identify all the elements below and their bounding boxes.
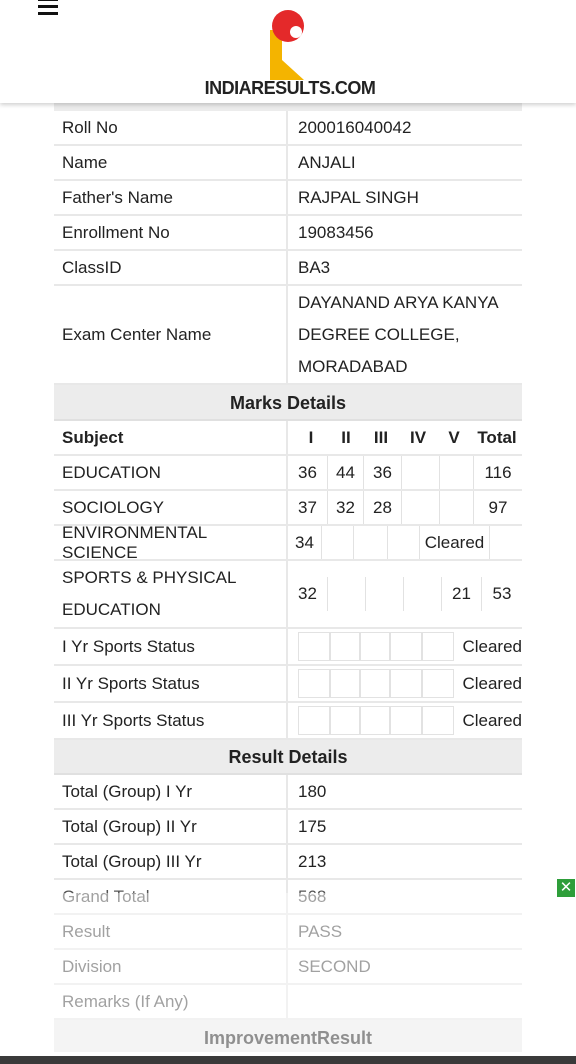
marks-cell (402, 456, 440, 489)
marks-subject: ENVIRONMENTAL SCIENCE (54, 526, 288, 559)
marks-cell: 36 (364, 456, 402, 489)
status-cell (390, 632, 422, 661)
marks-cell: 21 (442, 577, 482, 611)
result-value: 180 (298, 781, 327, 801)
sports-status-row-ii (54, 666, 522, 703)
info-row-classid (54, 251, 522, 286)
card-top-strip (54, 103, 522, 111)
status-cell (330, 632, 360, 661)
info-label: Roll No (54, 111, 288, 144)
status-cell (390, 706, 422, 735)
status-cell (360, 669, 390, 698)
status-cell (298, 632, 330, 661)
status-cell (360, 706, 390, 735)
status-cell (422, 706, 454, 735)
info-label: ClassID (54, 251, 288, 284)
marks-cell (322, 526, 354, 559)
marks-subject: SOCIOLOGY (54, 491, 288, 524)
info-row-roll-no (54, 111, 522, 146)
result-row-result (54, 915, 522, 950)
marks-subject: EDUCATION (54, 456, 288, 489)
marks-cell: 44 (328, 456, 364, 489)
bottom-bar (0, 1056, 576, 1064)
logo-icon[interactable] (268, 10, 308, 80)
marks-cell: 34 (288, 526, 322, 559)
sports-status-value: Cleared (462, 710, 522, 730)
result-value (288, 985, 522, 1018)
menu-icon[interactable] (38, 0, 58, 16)
marks-subject (54, 561, 288, 627)
result-row-total-i (54, 775, 522, 810)
result-label: Total (Group) I Yr (54, 775, 288, 808)
result-label: Division (54, 950, 288, 983)
result-label: Remarks (If Any) (54, 985, 288, 1018)
result-details-heading: Result Details (54, 740, 522, 775)
info-label: Enrollment No (54, 216, 288, 249)
marks-header-subject: Subject (54, 421, 288, 454)
marks-cell (490, 526, 522, 559)
info-value: 200016040042 (298, 117, 412, 137)
marks-cell: 28 (364, 491, 402, 524)
info-row-exam-center (54, 286, 522, 385)
result-value: 175 (298, 816, 327, 836)
marks-header-ii: II (341, 427, 351, 447)
marks-header-row (54, 421, 522, 456)
result-value: 213 (298, 851, 327, 871)
sports-status-label: I Yr Sports Status (54, 629, 288, 664)
info-label: Name (54, 146, 288, 179)
info-label: Father's Name (54, 181, 288, 214)
status-cell (422, 669, 454, 698)
info-label: Exam Center Name (54, 286, 288, 383)
sports-status-value: Cleared (462, 636, 522, 656)
marks-cell (366, 577, 404, 611)
status-cell (422, 632, 454, 661)
info-value: 19083456 (298, 222, 374, 242)
result-value: SECOND (298, 956, 371, 976)
sports-status-label: II Yr Sports Status (54, 666, 288, 701)
result-row-remarks (54, 985, 522, 1020)
marks-cell (354, 526, 388, 559)
info-value: BA3 (298, 257, 331, 277)
result-row-total-iii (54, 845, 522, 880)
status-cell (330, 669, 360, 698)
status-cell (360, 632, 390, 661)
marks-total: 97 (488, 497, 508, 517)
exam-center-line: DAYANAND ARYA KANYA (298, 293, 499, 312)
exam-center-line: DEGREE COLLEGE, (298, 325, 460, 344)
info-value: RAJPAL SINGH (298, 187, 419, 207)
info-row-enrollment-no (54, 216, 522, 251)
marks-details-heading: Marks Details (54, 385, 522, 421)
marks-cell: 32 (288, 577, 328, 611)
site-header (0, 0, 576, 103)
result-value: PASS (298, 921, 343, 941)
marks-cell: 36 (288, 456, 328, 489)
marks-cell: 37 (288, 491, 328, 524)
marks-cell (388, 526, 420, 559)
status-cell (298, 669, 330, 698)
result-value: 568 (298, 886, 327, 906)
close-icon[interactable]: ✕ (557, 879, 575, 897)
info-value (288, 286, 522, 383)
result-label: Result (54, 915, 288, 948)
marks-total: 53 (492, 584, 512, 603)
result-row-grand-total (54, 880, 522, 915)
marks-header-total: Total (477, 427, 517, 447)
marks-cell (402, 491, 440, 524)
marks-row-environmental-science (54, 522, 522, 562)
status-cell (390, 669, 422, 698)
improvement-result-heading: ImprovementResult (54, 1020, 522, 1052)
result-label: Grand Total (54, 880, 288, 913)
marks-subject-line: EDUCATION (62, 600, 161, 619)
marks-cell: 32 (328, 491, 364, 524)
sports-status-row-i (54, 629, 522, 666)
status-cell (330, 706, 360, 735)
marks-cell (328, 577, 366, 611)
marks-cell (404, 577, 442, 611)
marks-header-iv: IV (409, 427, 427, 447)
status-cell (298, 706, 330, 735)
result-row-total-ii (54, 810, 522, 845)
info-row-fathers-name (54, 181, 522, 216)
marks-header-i: I (308, 427, 314, 447)
marks-cell (440, 456, 474, 489)
marks-cell (440, 491, 474, 524)
sports-status-value: Cleared (462, 673, 522, 693)
marks-header-v: V (448, 427, 460, 447)
marks-row-education (54, 456, 522, 491)
marks-header-iii: III (373, 427, 389, 447)
logo-text[interactable]: INDIARESULTS.COM (204, 78, 376, 98)
marks-status: Cleared (420, 526, 490, 559)
result-row-division (54, 950, 522, 985)
marks-row-sociology (54, 491, 522, 526)
result-label: Total (Group) II Yr (54, 810, 288, 843)
info-row-name (54, 146, 522, 181)
exam-center-line: MORADABAD (298, 357, 408, 376)
result-card (54, 103, 522, 1052)
sports-status-row-iii (54, 703, 522, 740)
info-value: ANJALI (298, 152, 356, 172)
marks-subject-line: SPORTS & PHYSICAL (62, 568, 237, 587)
marks-row-sports-physical-education (54, 561, 522, 629)
marks-total: 116 (484, 462, 512, 482)
result-label: Total (Group) III Yr (54, 845, 288, 878)
sports-status-label: III Yr Sports Status (54, 703, 288, 738)
